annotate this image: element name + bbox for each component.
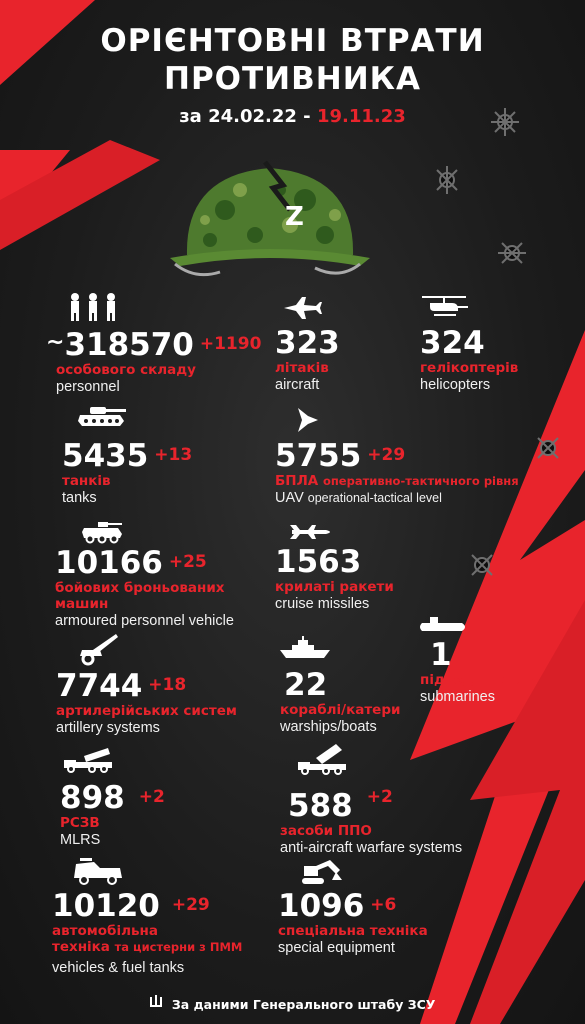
mlrs-value: 898 [60,780,125,816]
stat-cruise-missiles [275,545,394,613]
submarine-icon [418,616,468,634]
header [0,22,585,127]
vehicles-label-ua-line1: автомобільна [52,923,158,939]
date-end: 19.11.23 [316,106,406,127]
date-prefix: за 24.02.22 - [179,106,311,127]
warship-icon [280,634,330,662]
uav-delta: +29 [367,445,406,465]
apv-delta: +25 [168,552,207,572]
personnel-label-ua: особового складу [56,362,196,378]
page-title-line2: ПРОТИВНИКА [164,61,421,97]
aa-delta: +2 [366,787,393,807]
special-label-en: special equipment [278,940,395,956]
uav-label-en-main: UAV [275,490,304,506]
mlrs-truck-icon [62,746,116,774]
artillery-label-ua: артилерійських систем [56,703,237,719]
footer [0,995,585,1012]
personnel-approx-sign: ~ [46,330,65,355]
artillery-cannon-icon [74,632,120,666]
uav-label-en-rest: operational-tactical level [307,491,442,505]
personnel-value: 318570 [64,327,194,363]
apv-label-ua-line1: бойових броньованих [55,580,225,596]
vehicles-label-ua-line2: техніка [52,939,110,955]
stat-uav [275,438,519,507]
aircraft-label-ua: літаків [275,360,329,376]
stat-warships [280,668,400,736]
aa-label-ua: засоби ППО [280,823,372,839]
fighter-jet-icon [282,296,322,320]
helicopters-label-en: helicopters [420,377,491,393]
vehicles-label-ua-line2-rest: та цистерни з ПММ [114,940,243,954]
helicopters-label-ua: гелікоптерів [420,360,519,376]
aa-value: 588 [288,788,353,824]
helicopter-icon [420,293,468,321]
excavator-icon [300,858,342,886]
warships-label-ua: кораблі/катери [280,702,401,718]
special-value: 1096 [278,888,365,924]
stat-mlrs [60,780,165,849]
drone-icon [292,406,320,434]
apv-label-ua-line2: машин [55,596,109,612]
stat-special-equipment [278,888,428,957]
vehicles-delta: +29 [171,895,210,915]
stat-anti-aircraft [280,780,462,857]
tank-icon [76,404,128,428]
cruise-missile-icon [290,524,336,540]
warships-label-en: warships/boats [280,719,377,735]
cruise-value: 1563 [275,544,362,580]
personnel-label-en: personnel [56,379,120,395]
army-helmet-with-z-icon [165,140,375,290]
mlrs-label-ua: РСЗВ [60,815,100,831]
stat-tanks [62,438,192,507]
armoured-vehicle-icon [80,520,124,544]
vehicles-value: 10120 [52,888,160,924]
uav-value: 5755 [275,438,362,474]
stat-vehicles [52,888,242,977]
tanks-value: 5435 [62,438,149,474]
uav-label-ua-rest: оперативно-тактичного рівня [322,474,519,488]
stat-personnel [46,326,261,396]
stat-artillery [56,668,237,737]
apv-value: 10166 [55,545,163,581]
warships-value: 22 [284,667,328,703]
page-title-line1: ОРІЄНТОВНІ ВТРАТИ [100,23,485,59]
mlrs-label-en: MLRS [60,832,101,848]
aa-label-en: anti-aircraft warfare systems [280,840,463,856]
special-delta: +6 [370,895,397,915]
trident-icon [150,995,162,1009]
cruise-label-ua: крилаті ракети [275,579,394,595]
artillery-delta: +18 [148,675,187,695]
submarines-label-en: submarines [420,689,495,705]
helicopters-value: 324 [420,325,485,361]
air-defense-truck-icon [296,742,348,776]
stat-aircraft [275,326,340,394]
vehicles-label-en: vehicles & fuel tanks [52,960,185,976]
special-label-ua: спеціальна техніка [278,923,428,939]
stat-apv [55,545,234,630]
soldiers-icon [66,292,122,322]
cruise-label-en: cruise missiles [275,596,370,612]
aircraft-value: 323 [275,325,340,361]
artillery-label-en: artillery systems [56,720,160,736]
tanks-delta: +13 [154,445,193,465]
personnel-delta: +1190 [199,334,262,354]
artillery-value: 7744 [56,668,143,704]
uav-label-ua-main: БПЛА [275,473,319,489]
stat-helicopters [420,326,518,394]
mlrs-delta: +2 [138,787,165,807]
tanks-label-en: tanks [62,490,97,506]
aircraft-label-en: aircraft [275,377,320,393]
submarines-label-ua: підводні човни [420,672,539,688]
footer-source: За даними Генерального штабу ЗСУ [171,997,436,1012]
helmet-z-mark: Z [285,202,304,232]
submarines-value: 1 [430,637,452,673]
military-truck-icon [70,858,126,886]
date-range [0,106,585,127]
stat-submarines [420,638,538,706]
apv-label-en: armoured personnel vehicle [55,613,234,629]
tanks-label-ua: танків [62,473,111,489]
